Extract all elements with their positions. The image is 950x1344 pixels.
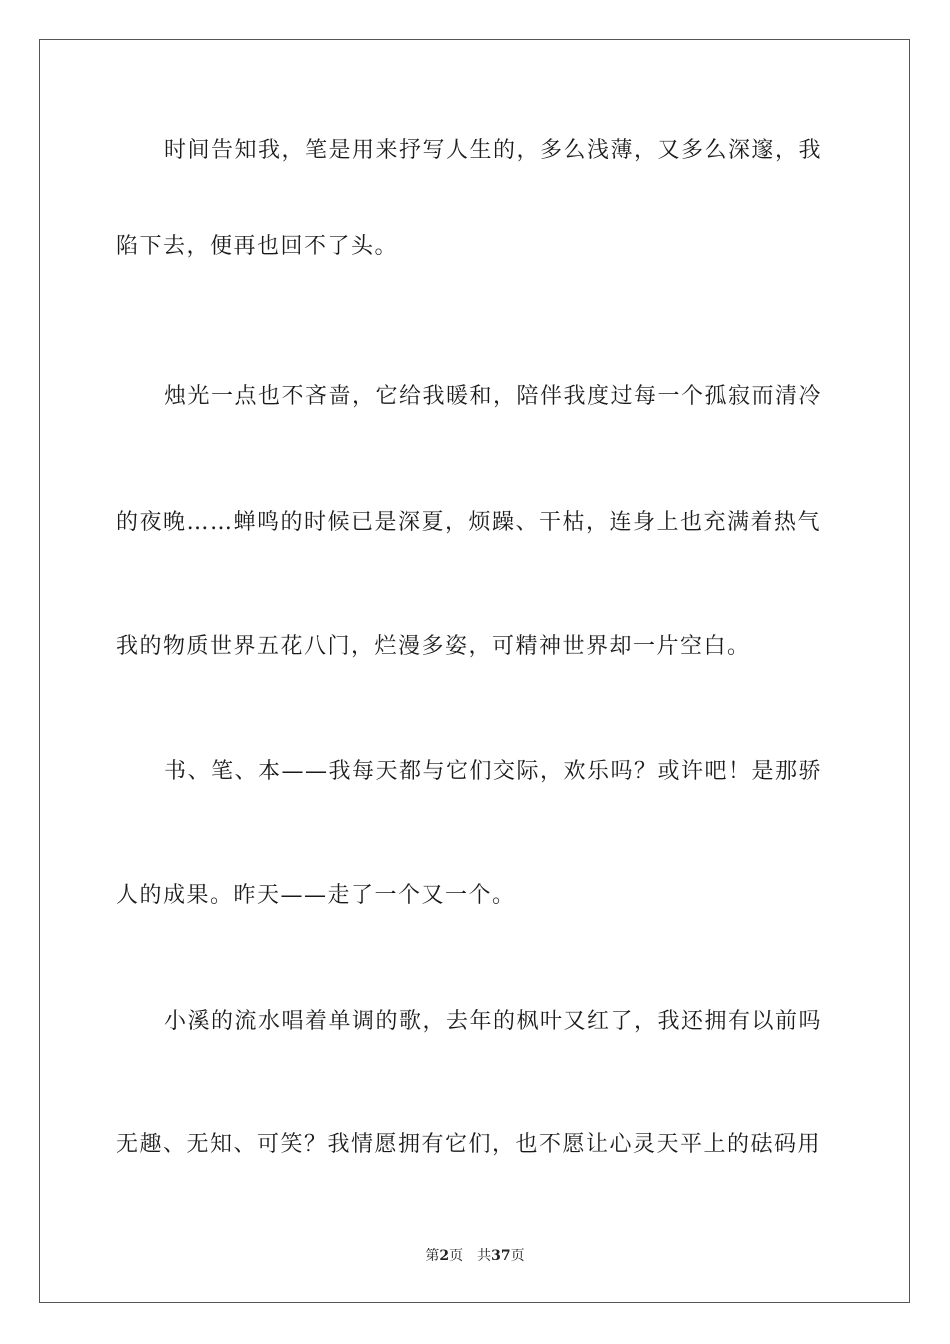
total-prefix: 共 <box>477 1248 492 1264</box>
page-number: 2 <box>439 1248 450 1264</box>
paragraph-line: 无趣、无知、可笑？我情愿拥有它们，也不愿让心灵天平上的砝码用 <box>116 1132 822 1157</box>
paragraph-line: 我的物质世界五花八门，烂漫多姿，可精神世界却一片空白。 <box>116 634 751 659</box>
paragraph-line: 烛光一点也不吝啬，它给我暖和，陪伴我度过每一个孤寂而清冷 <box>164 384 823 409</box>
paragraph-line: 陷下去，便再也回不了头。 <box>116 234 399 259</box>
paragraph-line: 人的成果。昨天——走了一个又一个。 <box>116 883 516 908</box>
paragraph-line: 小溪的流水唱着单调的歌，去年的枫叶又红了，我还拥有以前吗 <box>164 1009 823 1034</box>
page-suffix: 页 <box>449 1248 464 1264</box>
paragraph-line: 时间告知我，笔是用来抒写人生的，多么浅薄，又多么深邃，我 <box>164 138 823 163</box>
total-suffix: 页 <box>510 1248 525 1264</box>
paragraph-line: 的夜晚……蝉鸣的时候已是深夏，烦躁、干枯，连身上也充满着热气 <box>116 510 822 535</box>
page-footer <box>0 1246 950 1266</box>
page-prefix: 第 <box>425 1248 440 1264</box>
paragraph-line: 书、笔、本——我每天都与它们交际，欢乐吗？或许吧！是那骄 <box>164 759 823 784</box>
total-pages: 37 <box>491 1248 511 1264</box>
page-frame <box>39 39 910 1303</box>
